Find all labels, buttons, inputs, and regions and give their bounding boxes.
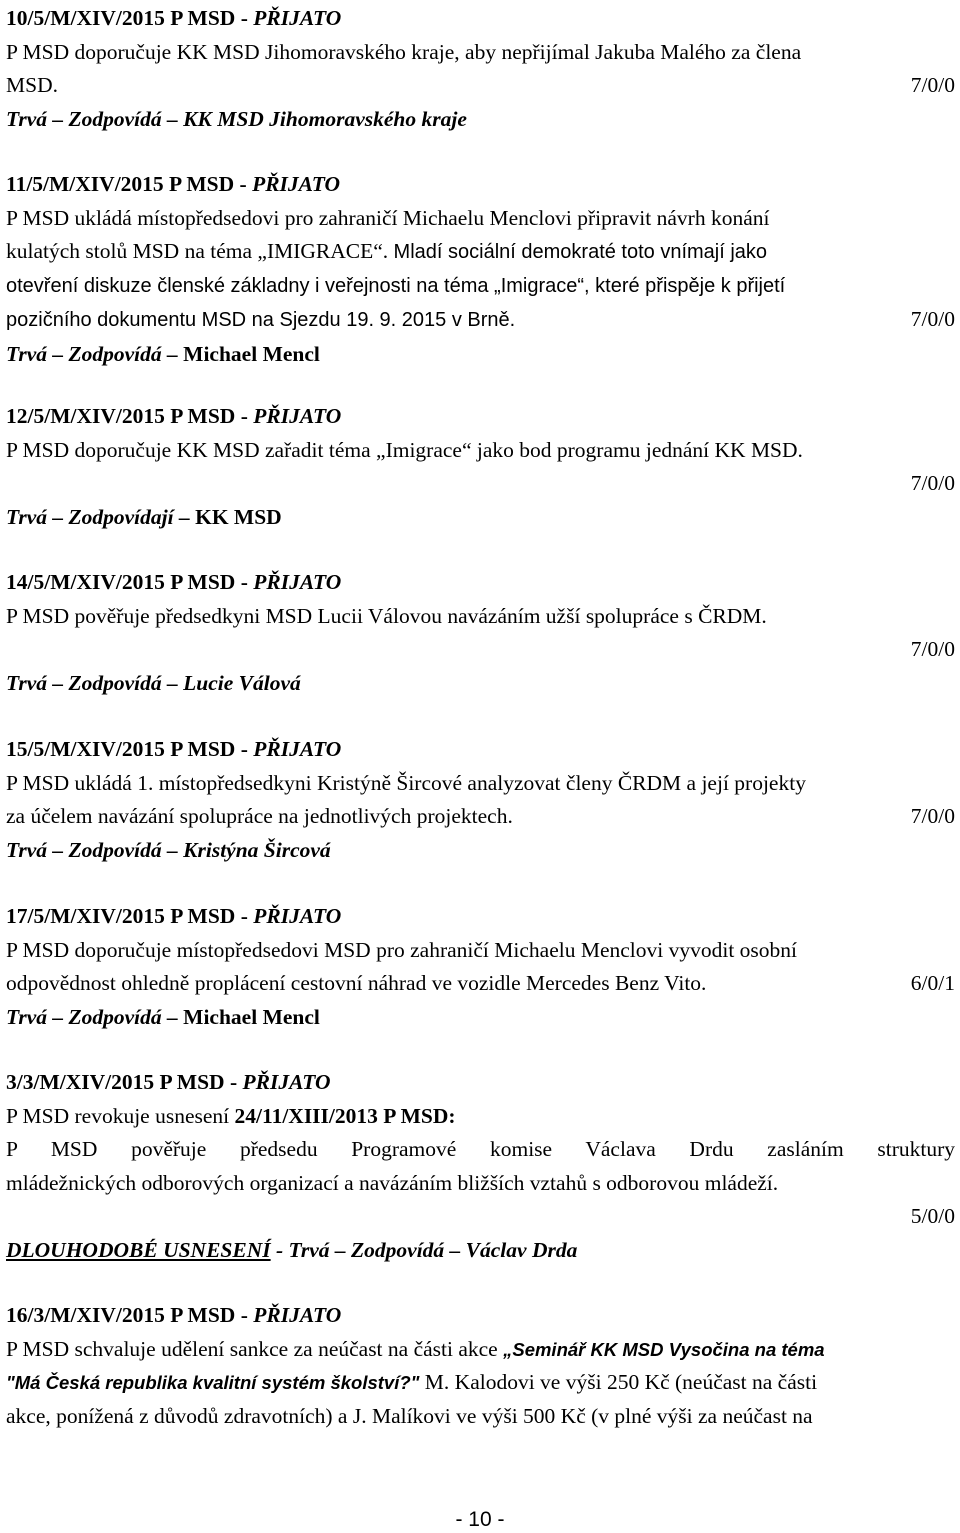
status-label: PŘIJATO	[252, 172, 341, 196]
responsible-line: Trvá – Zodpovídají – KK MSD	[6, 504, 282, 529]
resolution-text: P MSD pověřuje předsedkyni MSD Lucii Válovou navázáním užší spolupráce s ČRDM.	[6, 603, 767, 628]
resolution-header: 11/5/M/XIV/2015 P MSD - PŘIJATO	[6, 172, 341, 196]
responsible-person: Kristýna Šircová	[183, 837, 331, 862]
responsible-line: DLOUHODOBÉ USNESENÍ - Trvá – Zodpovídá – Václav Drda	[6, 1237, 578, 1262]
responsible-person: Michael Mencl	[183, 341, 320, 366]
resolution-text: P MSD doporučuje místopředsedovi MSD pro zahraničí Michaelu Menclovi vyvodit osobní	[6, 937, 798, 962]
resolution-text: P MSD ukládá místopředsedovi pro zahraničí Michaelu Menclovi připravit návrh konání	[6, 205, 770, 230]
responsible-line: Trvá – Zodpovídá – Michael Mencl	[6, 1004, 320, 1029]
resolution-15	[6, 733, 955, 867]
status-label: PŘIJATO	[253, 570, 342, 594]
responsible-person: Lucie Válová	[183, 670, 301, 695]
status-label: PŘIJATO	[253, 737, 342, 761]
status-label: PŘIJATO	[253, 904, 342, 928]
responsible-line: Trvá – Zodpovídá – Michael Mencl	[6, 341, 320, 366]
resolution-text: odpovědnost ohledně proplácení cestovní náhrad ve vozidle Mercedes Benz Vito. 6/0/1	[6, 967, 955, 1001]
vote-result: 5/0/0	[910, 1204, 955, 1228]
resolution-text: P MSD ukládá 1. místopředsedkyni Kristýně Šircové analyzovat členy ČRDM a její projekty	[6, 770, 806, 795]
resolution-text: pozičního dokumentu MSD na Sjezdu 19. 9. 2015 v Brně. 7/0/0	[6, 303, 955, 338]
resolution-text: kulatých stolů MSD na téma „IMIGRACE“. Mladí sociální demokraté toto vnímají jako	[6, 239, 768, 263]
page-number: - 10 -	[455, 1508, 505, 1531]
resolution-header: 3/3/M/XIV/2015 P MSD - PŘIJATO	[6, 1070, 331, 1094]
vote-result: 6/0/1	[910, 971, 955, 995]
status-label: PŘIJATO	[253, 6, 342, 30]
resolution-11	[6, 168, 955, 371]
resolution-header: 15/5/M/XIV/2015 P MSD - PŘIJATO	[6, 737, 342, 761]
resolution-12	[6, 400, 955, 534]
resolution-text: P MSD doporučuje KK MSD Jihomoravského kraje, aby nepřijímal Jakuba Malého za člena	[6, 39, 802, 64]
vote-result: 7/0/0	[910, 804, 955, 828]
status-label: PŘIJATO	[253, 404, 342, 428]
resolution-text: P MSD revokuje usnesení 24/11/XIII/2013 P MSD:	[6, 1103, 456, 1128]
resolution-header: 14/5/M/XIV/2015 P MSD - PŘIJATO	[6, 570, 342, 594]
resolution-text: P MSD schvaluje udělení sankce za neúčast na části akce „Seminář KK MSD Vysočina na téma	[6, 1336, 825, 1361]
seminar-title-cont: "Má Česká republika kvalitní systém školství?"	[6, 1372, 420, 1393]
status-label: PŘIJATO	[253, 1303, 342, 1327]
resolution-header: 16/3/M/XIV/2015 P MSD - PŘIJATO	[6, 1303, 342, 1327]
resolution-14	[6, 566, 955, 700]
seminar-title: „Seminář KK MSD Vysočina na téma	[503, 1338, 825, 1360]
resolution-text: MSD. 7/0/0	[6, 69, 955, 103]
resolution-header: 10/5/M/XIV/2015 P MSD - PŘIJATO	[6, 6, 342, 30]
responsible-line: Trvá – Zodpovídá – Lucie Válová	[6, 670, 301, 695]
resolution-text: "Má Česká republika kvalitní systém školství?" M. Kalodovi ve výši 250 Kč (neúčast na části	[6, 1370, 818, 1394]
vote-result: 7/0/0	[910, 307, 955, 331]
responsible-line: Trvá – Zodpovídá – Kristýna Šircová	[6, 837, 331, 862]
resolution-text: za účelem navázání spolupráce na jednotlivých projektech. 7/0/0	[6, 800, 955, 834]
revoked-resolution-ref: 24/11/XIII/2013 P MSD:	[234, 1103, 456, 1128]
resolution-text: otevření diskuze členské základny i veřejnosti na téma „Imigrace“, které přispěje k přijetí	[6, 274, 786, 297]
status-label: PŘIJATO	[242, 1070, 331, 1094]
resolution-text: akce, ponížená z důvodů zdravotních) a J. Malíkovi ve výši 500 Kč (v plné výši za neúčast na	[6, 1403, 813, 1428]
resolution-text: P MSD pověřuje předsedu Programové komise Václava Drdu zasláním struktury	[6, 1137, 955, 1161]
responsible-person: Michael Mencl	[183, 1004, 320, 1029]
vote-result: 7/0/0	[910, 637, 955, 661]
resolution-text: P MSD doporučuje KK MSD zařadit téma „Imigrace“ jako bod programu jednání KK MSD.	[6, 437, 803, 462]
long-term-label: DLOUHODOBÉ USNESENÍ	[6, 1237, 271, 1262]
resolution-header: 12/5/M/XIV/2015 P MSD - PŘIJATO	[6, 404, 342, 428]
resolution-16	[6, 1299, 955, 1433]
resolution-3	[6, 1066, 955, 1267]
responsible-person: KK MSD	[195, 504, 282, 529]
responsible-line: Trvá – Zodpovídá – KK MSD Jihomoravského kraje	[6, 106, 467, 131]
resolution-10	[6, 2, 955, 136]
resolution-17	[6, 900, 955, 1034]
vote-result: 7/0/0	[910, 471, 955, 495]
resolution-text: mládežnických odborových organizací a navázáním bližších vztahů s odborovou mládeží.	[6, 1170, 779, 1195]
resolution-header: 17/5/M/XIV/2015 P MSD - PŘIJATO	[6, 904, 342, 928]
vote-result: 7/0/0	[910, 73, 955, 97]
